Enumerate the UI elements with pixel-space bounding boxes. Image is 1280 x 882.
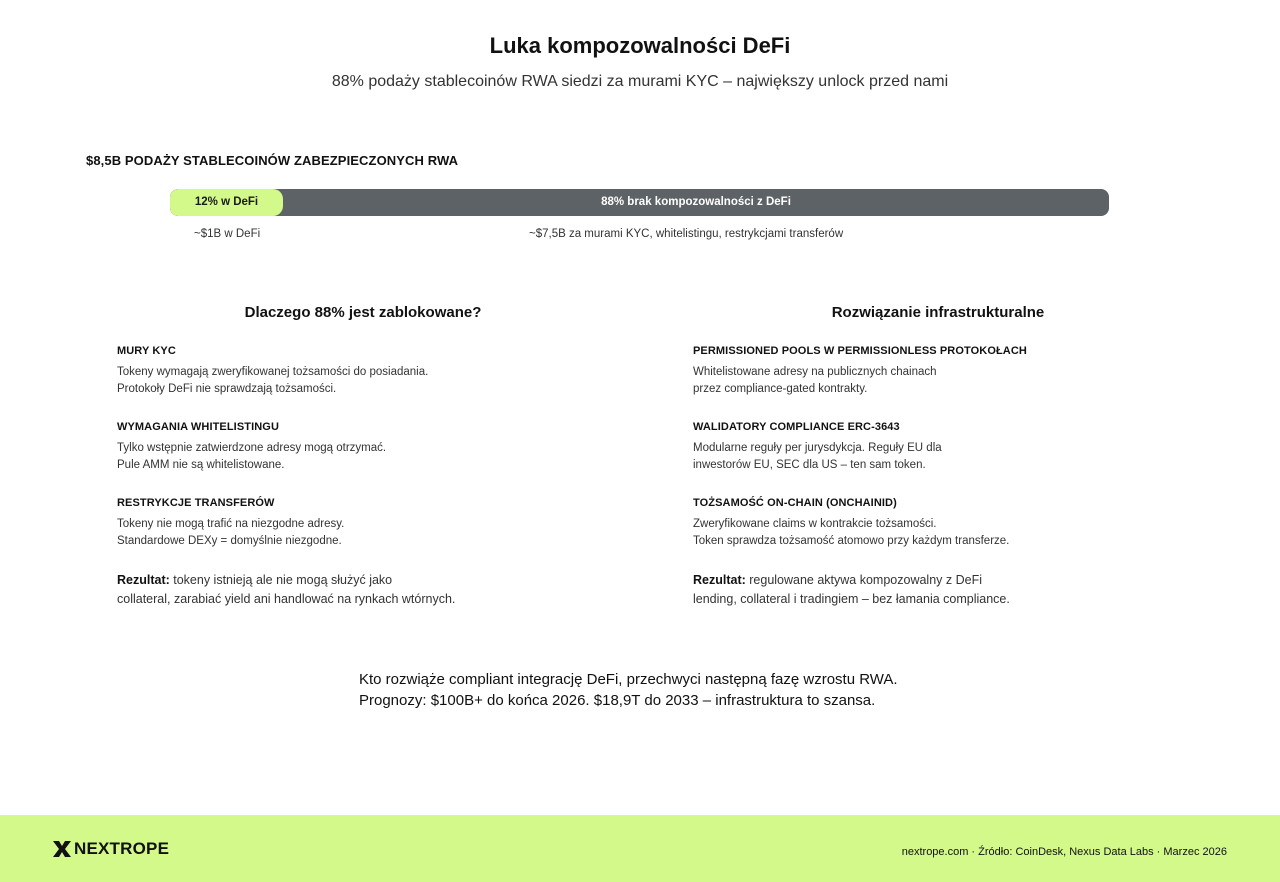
left-result bbox=[117, 571, 537, 609]
left-item-line: Pule AMM nie są whitelistowane. bbox=[117, 459, 285, 471]
right-item-line: Token sprawdza tożsamość atomowo przy każdym transferze. bbox=[693, 535, 1010, 547]
left-item-line: Tokeny nie mogą trafić na niezgodne adresy. bbox=[117, 518, 345, 530]
right-item-title: WALIDATORY COMPLIANCE ERC-3643 bbox=[693, 421, 900, 433]
left-item-line: Tokeny wymagają zweryfikowanej tożsamości do posiadania. bbox=[117, 366, 429, 378]
footer-source: nextrope.com · Źródło: CoinDesk, Nexus Data Labs · Marzec 2026 bbox=[901, 846, 1227, 858]
supply-bar bbox=[170, 189, 1109, 216]
left-item-title: RESTRYKCJE TRANSFERÓW bbox=[117, 497, 275, 509]
page-title: Luka kompozowalności DeFi bbox=[489, 33, 791, 58]
footer bbox=[0, 815, 1280, 882]
left-result-text: tokeny istnieją ale nie mogą służyć jako bbox=[169, 573, 393, 587]
logo-text: NEXTROPE bbox=[74, 839, 170, 858]
right-item-line: inwestorów EU, SEC dla US – ten sam token. bbox=[693, 459, 926, 471]
right-item-body bbox=[693, 516, 1113, 550]
supply-heading: $8,5B PODAŻY STABLECOINÓW ZABEZPIECZONYCH RWA bbox=[86, 153, 459, 168]
left-item-line: Tylko wstępnie zatwierdzone adresy mogą otrzymać. bbox=[117, 442, 387, 454]
nextrope-logo[interactable] bbox=[52, 839, 169, 859]
supply-bar-defi-label: 12% w DeFi bbox=[194, 196, 259, 208]
left-item-title: MURY KYC bbox=[117, 345, 176, 357]
left-item-body bbox=[117, 364, 537, 398]
right-item-title: TOŻSAMOŚĆ ON-CHAIN (ONCHAINID) bbox=[693, 497, 897, 509]
x-mark-icon bbox=[52, 840, 72, 858]
left-result-text: collateral, zarabiać yield ani handlować na rynkach wtórnych. bbox=[117, 592, 456, 606]
left-item-line: Standardowe DEXy = domyślnie niezgodne. bbox=[117, 535, 342, 547]
conclusion bbox=[359, 669, 898, 711]
right-result-text: lending, collateral i tradingiem – bez łamania compliance. bbox=[693, 592, 1010, 606]
left-item-title: WYMAGANIA WHITELISTINGU bbox=[117, 421, 279, 433]
left-item-body bbox=[117, 440, 537, 474]
page-subtitle: 88% podaży stablecoinów RWA siedzi za murami KYC – największy unlock przed nami bbox=[331, 73, 949, 90]
right-item-body bbox=[693, 440, 1113, 474]
right-item-line: Modularne reguły per jurysdykcja. Reguły EU dla bbox=[693, 442, 942, 454]
right-item-body bbox=[693, 364, 1113, 398]
supply-bar-rest-label: 88% brak kompozowalności z DeFi bbox=[601, 196, 791, 208]
right-item-line: przez compliance-gated kontrakty. bbox=[693, 383, 868, 395]
rest-note: ~$7,5B za murami KYC, whitelistingu, restrykcjami transferów bbox=[529, 228, 844, 240]
right-result bbox=[693, 571, 1113, 609]
right-result-text: regulowane aktywa kompozowalny z DeFi bbox=[745, 573, 982, 587]
left-result-label: Rezultat: bbox=[117, 573, 170, 587]
left-item-body bbox=[117, 516, 537, 550]
right-item-title: PERMISSIONED POOLS W PERMISSIONLESS PROTOKOŁACH bbox=[693, 345, 1027, 357]
left-column-heading: Dlaczego 88% jest zablokowane? bbox=[244, 304, 482, 321]
conclusion-line: Prognozy: $100B+ do końca 2026. $18,9T do 2033 – infrastruktura to szansa. bbox=[359, 692, 876, 709]
right-item-line: Whitelistowane adresy na publicznych chainach bbox=[693, 366, 937, 378]
conclusion-line: Kto rozwiąże compliant integrację DeFi, przechwyci następną fazę wzrostu RWA. bbox=[359, 671, 898, 688]
right-result-label: Rezultat: bbox=[693, 573, 746, 587]
left-item-line: Protokoły DeFi nie sprawdzają tożsamości. bbox=[117, 383, 337, 395]
right-column-heading: Rozwiązanie infrastrukturalne bbox=[831, 304, 1045, 321]
right-item-line: Zweryfikowane claims w kontrakcie tożsamości. bbox=[693, 518, 937, 530]
defi-note: ~$1B w DeFi bbox=[194, 228, 261, 240]
